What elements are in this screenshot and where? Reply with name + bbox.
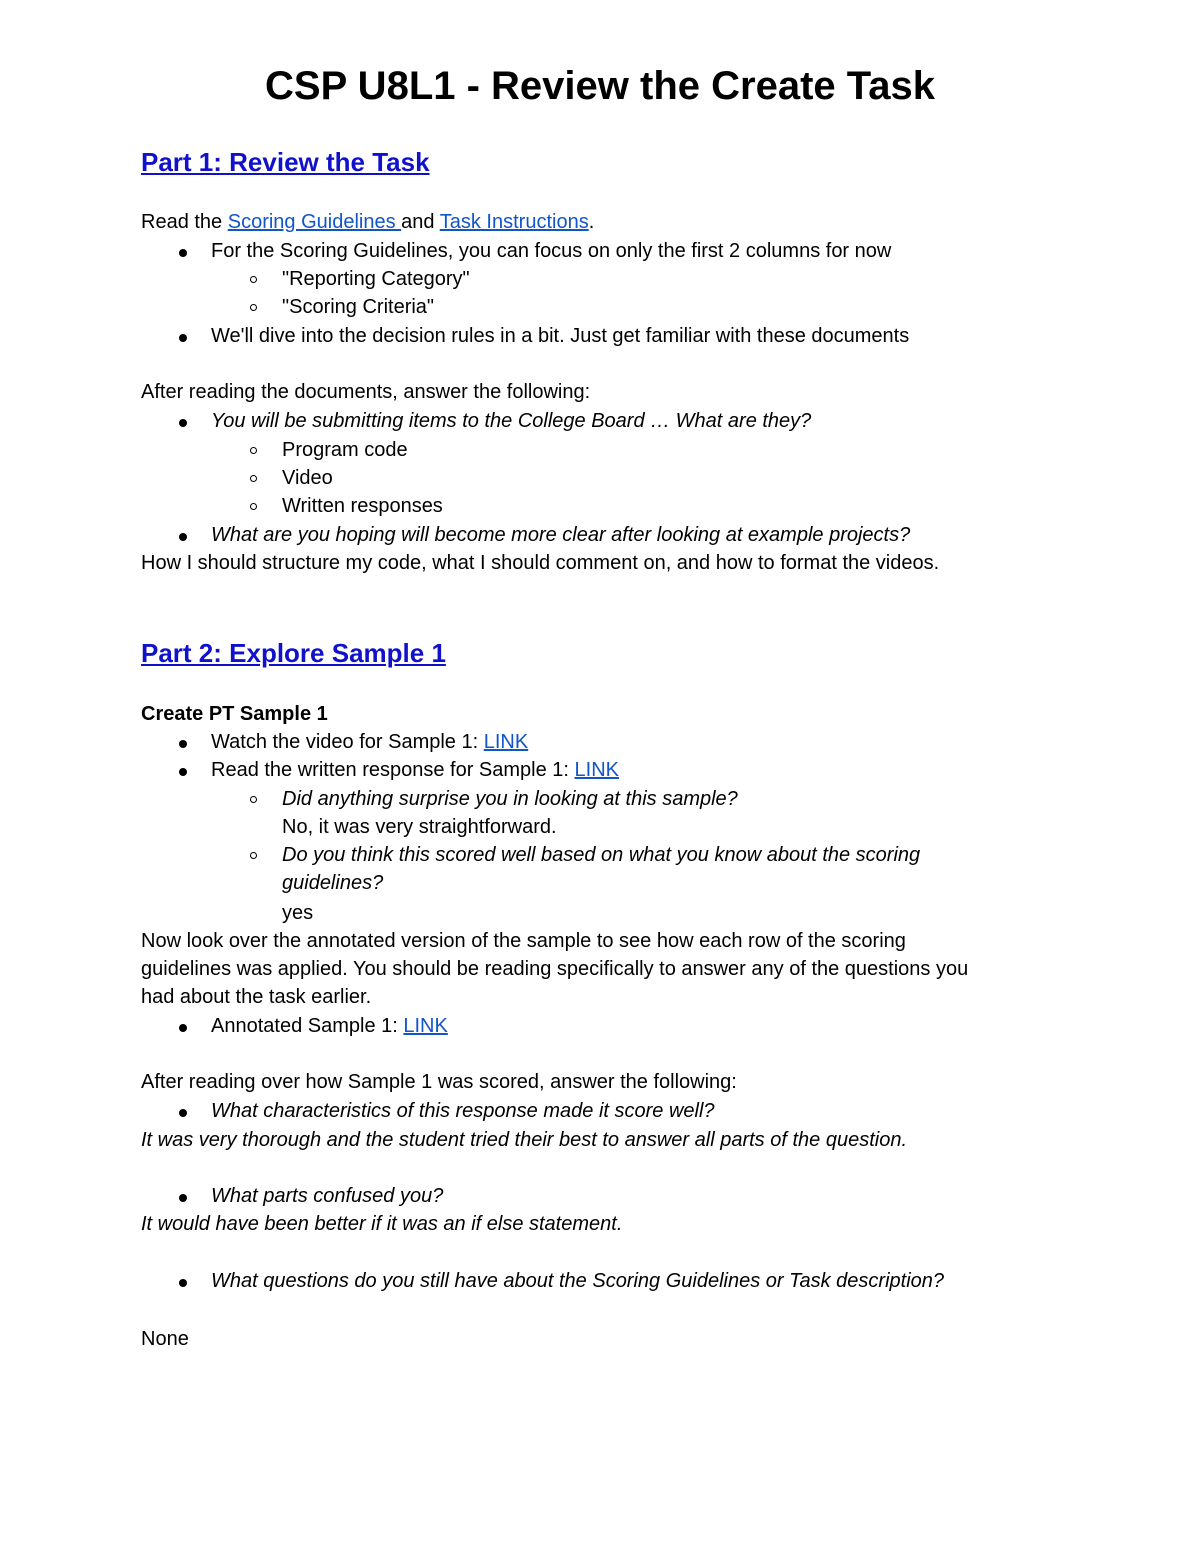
answer-program-code: Program code xyxy=(282,436,408,464)
question-surprise: Did anything surprise you in looking at this sample? xyxy=(282,785,738,813)
answer-confused: It would have been better if it was an if else statement. xyxy=(141,1213,623,1235)
after-scored-text: After reading over how Sample 1 was scored, answer the following: xyxy=(141,1071,737,1093)
document-title: CSP U8L1 - Review the Create Task xyxy=(265,64,935,108)
annotated-intro-line1: Now look over the annotated version of the sample to see how each row of the scoring xyxy=(141,930,906,952)
question-scored-well: Do you think this scored well based on what you know about the scoring xyxy=(282,841,920,869)
watch-video-text: Watch the video for Sample 1: xyxy=(211,731,484,753)
annotated-sample-link[interactable]: LINK xyxy=(403,1015,448,1037)
annotated-sample-text: Annotated Sample 1: xyxy=(211,1015,404,1037)
question-hoping-clear: What are you hoping will become more clear after looking at example projects? xyxy=(211,521,910,549)
answer-surprise: No, it was very straightforward. xyxy=(282,816,557,838)
after-reading-text: After reading the documents, answer the following: xyxy=(141,381,591,403)
bullet-decision-rules: We'll dive into the decision rules in a bit. Just get familiar with these documents xyxy=(211,322,909,350)
question-scored-well-cont: guidelines? xyxy=(282,872,384,894)
answer-scored-well: yes xyxy=(282,902,314,924)
annotated-intro-line3: had about the task earlier. xyxy=(141,986,372,1008)
read-instructions xyxy=(141,208,594,236)
answer-video: Video xyxy=(282,464,333,492)
bullet-read-response xyxy=(211,756,619,784)
sub-bullet-scoring-criteria: "Scoring Criteria" xyxy=(282,293,434,321)
sub-bullet-reporting-category: "Reporting Category" xyxy=(282,265,470,293)
read-response-text: Read the written response for Sample 1: xyxy=(211,759,575,781)
part2-heading xyxy=(141,637,446,669)
scoring-guidelines-link[interactable]: Scoring Guidelines xyxy=(227,211,402,233)
answer-hoping-clear: How I should structure my code, what I should comment on, and how to format the videos. xyxy=(141,552,940,574)
read-post-text: . xyxy=(588,211,595,233)
task-instructions-link[interactable]: Task Instructions xyxy=(439,211,589,233)
answer-written-responses: Written responses xyxy=(282,492,443,520)
part2-heading-link[interactable]: Part 2: Explore Sample 1 xyxy=(141,638,446,668)
part1-heading xyxy=(141,146,430,178)
read-mid-text: and xyxy=(401,211,440,233)
video-link[interactable]: LINK xyxy=(483,731,529,753)
question-submitting-items: You will be submitting items to the College Board … What are they? xyxy=(211,407,811,435)
bullet-watch-video xyxy=(211,728,528,756)
annotated-intro-line2: guidelines was applied. You should be reading specifically to answer any of the questions you xyxy=(141,958,969,980)
answer-characteristics: It was very thorough and the student tried their best to answer all parts of the question. xyxy=(141,1129,907,1151)
bullet-scoring-columns: For the Scoring Guidelines, you can focus on only the first 2 columns for now xyxy=(211,237,891,265)
create-pt-sample-heading: Create PT Sample 1 xyxy=(141,703,328,725)
question-remaining: What questions do you still have about the Scoring Guidelines or Task description? xyxy=(211,1267,944,1295)
answer-remaining: None xyxy=(141,1328,189,1350)
bullet-annotated-sample xyxy=(211,1012,448,1040)
written-response-link[interactable]: LINK xyxy=(574,759,619,781)
part1-heading-link[interactable]: Part 1: Review the Task xyxy=(141,147,430,177)
question-characteristics: What characteristics of this response made it score well? xyxy=(211,1097,715,1125)
question-confused: What parts confused you? xyxy=(211,1182,443,1210)
read-pre-text: Read the xyxy=(141,211,228,233)
